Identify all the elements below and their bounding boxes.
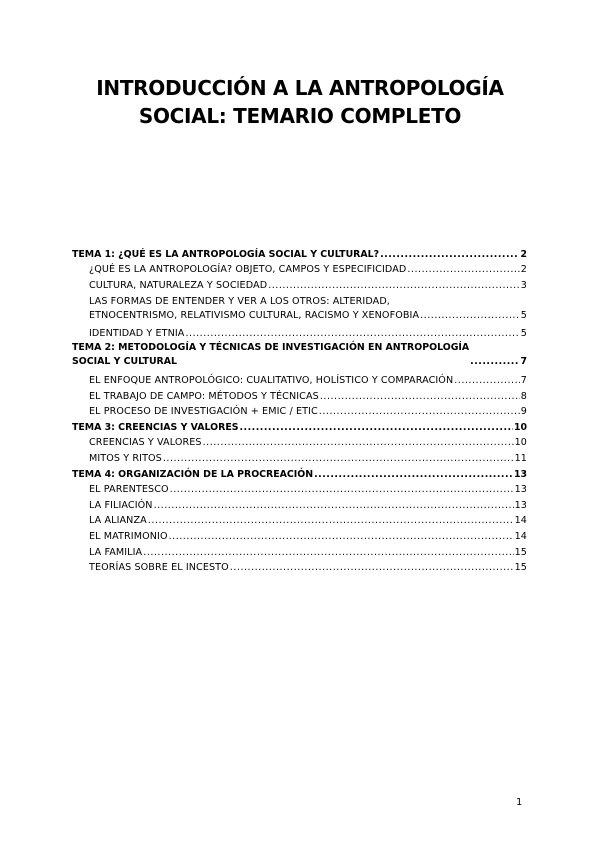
toc-entry-page: 13 [514, 499, 527, 511]
toc-entry-tema-1-3[interactable] [72, 295, 527, 323]
toc-entry-tema-4-6[interactable] [72, 560, 527, 576]
toc-entry-label: CULTURA, NATURALEZA Y SOCIEDAD [89, 279, 268, 291]
toc-leader-dots [420, 309, 520, 323]
toc-leader-dots [143, 546, 513, 560]
toc-leader-dots [154, 499, 514, 513]
toc-entry-page: 14 [514, 515, 527, 527]
toc-entry-page: 15 [514, 546, 527, 558]
toc-leader-dots [320, 390, 520, 404]
toc-leader-dots [240, 421, 513, 435]
toc-entry-label: CREENCIAS Y VALORES [89, 437, 202, 449]
toc-entry-tema-2-1[interactable] [72, 372, 527, 388]
toc-entry-label: TEMA 3: CREENCIAS Y VALORES [72, 421, 239, 433]
toc-entry-tema-3-2[interactable] [72, 450, 527, 466]
title-line-2: SOCIAL: TEMARIO COMPLETO [138, 104, 462, 128]
toc-entry-tema-1-4[interactable] [72, 326, 527, 342]
toc-entry-tema-2-3[interactable] [72, 404, 527, 420]
toc-leader-dots [185, 327, 519, 341]
toc-leader-dots [314, 468, 513, 482]
toc-entry-tema-4-5[interactable] [72, 544, 527, 560]
toc-entry-page: 8 [520, 390, 527, 402]
page-number: 1 [516, 797, 523, 808]
toc-entry-page: 2 [520, 264, 527, 276]
toc-leader-dots [268, 279, 520, 293]
toc-entry-tema-1-2[interactable] [72, 277, 527, 293]
toc-entry-label-line-1: TEMA 2: METODOLOGÍA Y TÉCNICAS DE INVESTIGACIÓN EN ANTROPOLOGÍA [72, 342, 470, 354]
document-title [0, 74, 600, 130]
toc-leader-dots [163, 452, 514, 466]
toc-entry-label-line-1: LAS FORMAS DE ENTENDER Y VER A LOS OTROS: ALTERIDAD, [89, 295, 390, 307]
toc-entry-label: TEMA 1: ¿QUÉ ES LA ANTROPOLOGÍA SOCIAL Y CULTURAL? [72, 248, 380, 260]
toc-entry-page: 2 [520, 248, 527, 260]
toc-entry-label: EL PROCESO DE INVESTIGACIÓN + EMIC / ETIC [89, 406, 318, 418]
toc-entry-page: 5 [520, 328, 527, 340]
toc-entry-page: 5 [520, 309, 527, 321]
toc-leader-dots [230, 561, 514, 575]
toc-entry-label: ¿QUÉ ES LA ANTROPOLOGÍA? OBJETO, CAMPOS Y ESPECIFICIDAD [89, 264, 407, 276]
toc-entry-label: IDENTIDAD Y ETNIA [89, 328, 185, 340]
toc-entry-label: EL ENFOQUE ANTROPOLÓGICO: CUALITATIVO, HOLÍSTICO Y COMPARACIÓN [89, 374, 454, 386]
toc-leader-dots [148, 514, 514, 528]
toc-entry-page: 9 [520, 406, 527, 418]
toc-entry-tema-2-2[interactable] [72, 388, 527, 404]
toc-entry-page: 10 [513, 421, 527, 433]
toc-entry-label: LA ALIANZA [89, 515, 147, 527]
toc-entry-page: 7 [520, 374, 527, 386]
toc-entry-tema-4-1[interactable] [72, 482, 527, 498]
toc-entry-label: EL TRABAJO DE CAMPO: MÉTODOS Y TÉCNICAS [89, 390, 319, 402]
toc-entry-label: EL PARENTESCO [89, 484, 169, 496]
toc-entry-page: 3 [520, 279, 527, 291]
toc-entry-label: LA FILIACIÓN [89, 499, 153, 511]
toc-entry-label-line-2: ETNOCENTRISMO, RELATIVISMO CULTURAL, RACISMO Y XENOFOBIA [89, 309, 420, 321]
toc-entry-tema-3-1[interactable] [72, 435, 527, 451]
toc-entry-tema-4-2[interactable] [72, 497, 527, 513]
toc-leader-dots [319, 405, 520, 419]
toc-leader-dots [470, 355, 519, 369]
toc-entry-tema-4[interactable] [72, 466, 527, 482]
toc-entry-tema-1[interactable] [72, 246, 527, 262]
toc-entry-tema-2[interactable] [72, 341, 527, 369]
title-line-1: INTRODUCCIÓN A LA ANTROPOLOGÍA [96, 76, 504, 100]
toc-entry-label: EL MATRIMONIO [89, 530, 168, 542]
toc-leader-dots [169, 530, 514, 544]
toc-entry-label: TEORÍAS SOBRE EL INCESTO [89, 562, 229, 574]
toc-leader-dots [170, 483, 514, 497]
toc-leader-dots [203, 436, 514, 450]
toc-entry-page: 7 [520, 356, 527, 368]
toc-entry-page: 13 [513, 468, 527, 480]
toc-entry-label-line-2: SOCIAL Y CULTURAL [72, 356, 178, 368]
toc-entry-page: 10 [514, 437, 527, 449]
toc-entry-page: 11 [514, 452, 527, 464]
toc-leader-dots [454, 374, 520, 388]
toc-entry-page: 14 [514, 530, 527, 542]
table-of-contents [72, 246, 527, 575]
toc-leader-dots [407, 263, 519, 277]
toc-entry-label: MITOS Y RITOS [89, 452, 162, 464]
toc-entry-page: 15 [514, 562, 527, 574]
toc-entry-label: TEMA 4: ORGANIZACIÓN DE LA PROCREACIÓN [72, 468, 314, 480]
toc-entry-tema-3[interactable] [72, 419, 527, 435]
toc-entry-page: 13 [514, 484, 527, 496]
toc-entry-label: LA FAMILIA [89, 546, 143, 558]
toc-entry-tema-4-4[interactable] [72, 528, 527, 544]
toc-entry-tema-1-1[interactable] [72, 262, 527, 278]
toc-leader-dots [380, 248, 519, 262]
toc-entry-tema-4-3[interactable] [72, 513, 527, 529]
